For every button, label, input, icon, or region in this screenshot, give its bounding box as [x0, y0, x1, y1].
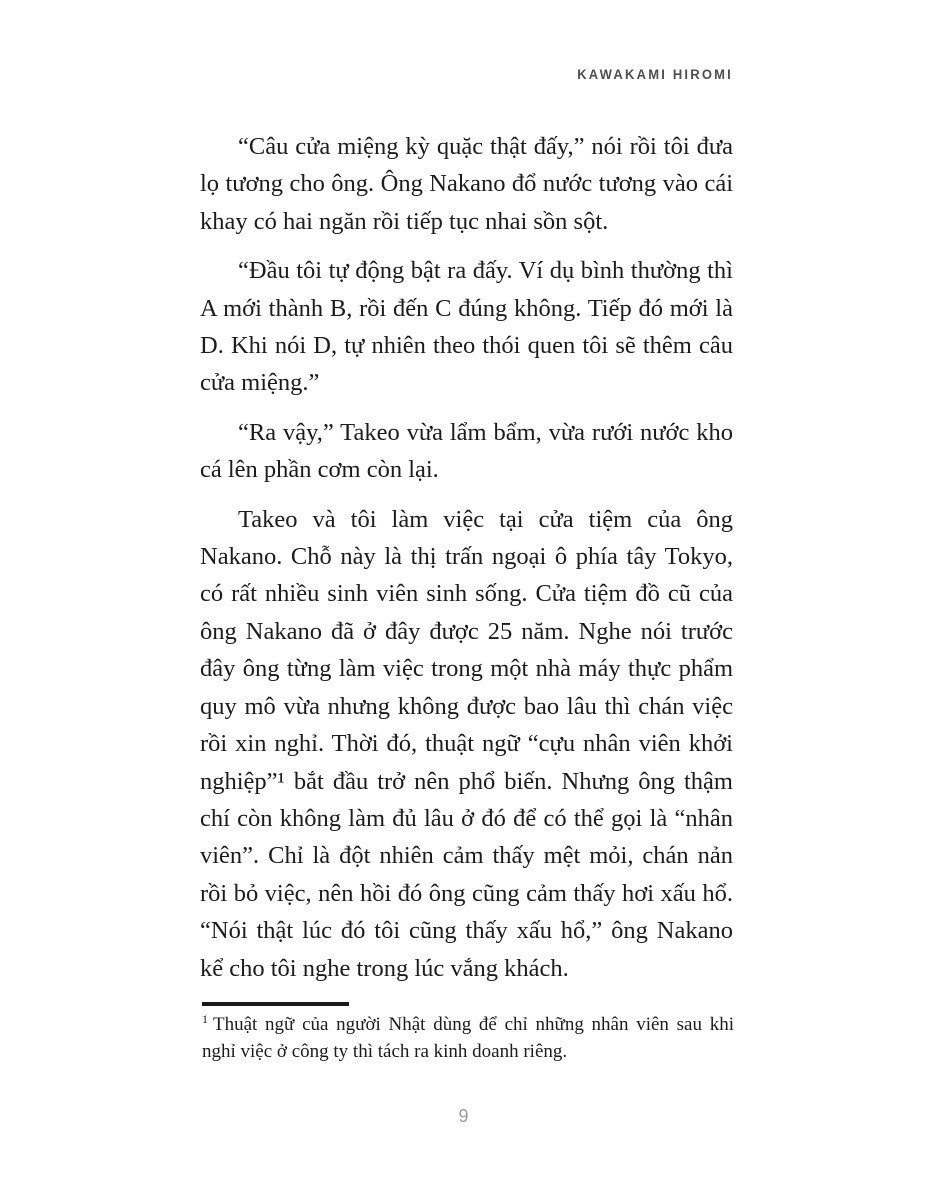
page-number: 9	[458, 1106, 469, 1126]
footnote-marker: 1	[202, 1011, 208, 1026]
paragraph-4: Takeo và tôi làm việc tại cửa tiệm của ông Nakano. Chỗ này là thị trấn ngoại ô phía tây Tokyo, có rất nhiều sinh viên sinh sống. Cửa tiệm đồ cũ của ông Nakano đã ở đây được 25 năm. Nghe nói trước đây ông từng làm việc trong một nhà máy thực phẩm quy mô vừa nhưng không được bao lâu thì chán việc rồi xin nghỉ. Thời đó, thuật ngữ “cựu nhân viên khởi nghiệp”¹ bắt đầu trở nên phổ biến. Nhưng ông thậm chí còn không làm đủ lâu ở đó để có thể gọi là “nhân viên”. Chỉ là đột nhiên cảm thấy mệt mỏi, chán nản rồi bỏ việc, nên hồi đó ông cũng cảm thấy hơi xấu hổ. “Nói thật lúc đó tôi cũng thấy xấu hổ,” ông Nakano kể cho tôi nghe trong lúc vắng khách.	[200, 505, 733, 982]
footnote-text: Thuật ngữ của người Nhật dùng để chỉ những nhân viên sau khi nghỉ việc ở công ty thì tách ra kinh doanh riêng.	[202, 1014, 734, 1062]
running-header-author: KAWAKAMI HIROMI	[577, 66, 733, 83]
paragraph-3: “Ra vậy,” Takeo vừa lẩm bẩm, vừa rưới nước kho cá lên phần cơm còn lại.	[200, 418, 733, 484]
paragraph-2: “Đầu tôi tự động bật ra đấy. Ví dụ bình thường thì A mới thành B, rồi đến C đúng không. Tiếp đó mới là D. Khi nói D, tự nhiên theo thói quen tôi sẽ thêm câu cửa miệng.”	[200, 257, 733, 397]
paragraph-1: “Câu cửa miệng kỳ quặc thật đấy,” nói rồi tôi đưa lọ tương cho ông. Ông Nakano đổ nước tương vào cái khay có hai ngăn rồi tiếp tục nhai sồn sột.	[200, 133, 733, 235]
footnote	[202, 1012, 734, 1065]
footnote-divider-rule	[202, 1002, 349, 1006]
body-text-block	[200, 128, 733, 999]
